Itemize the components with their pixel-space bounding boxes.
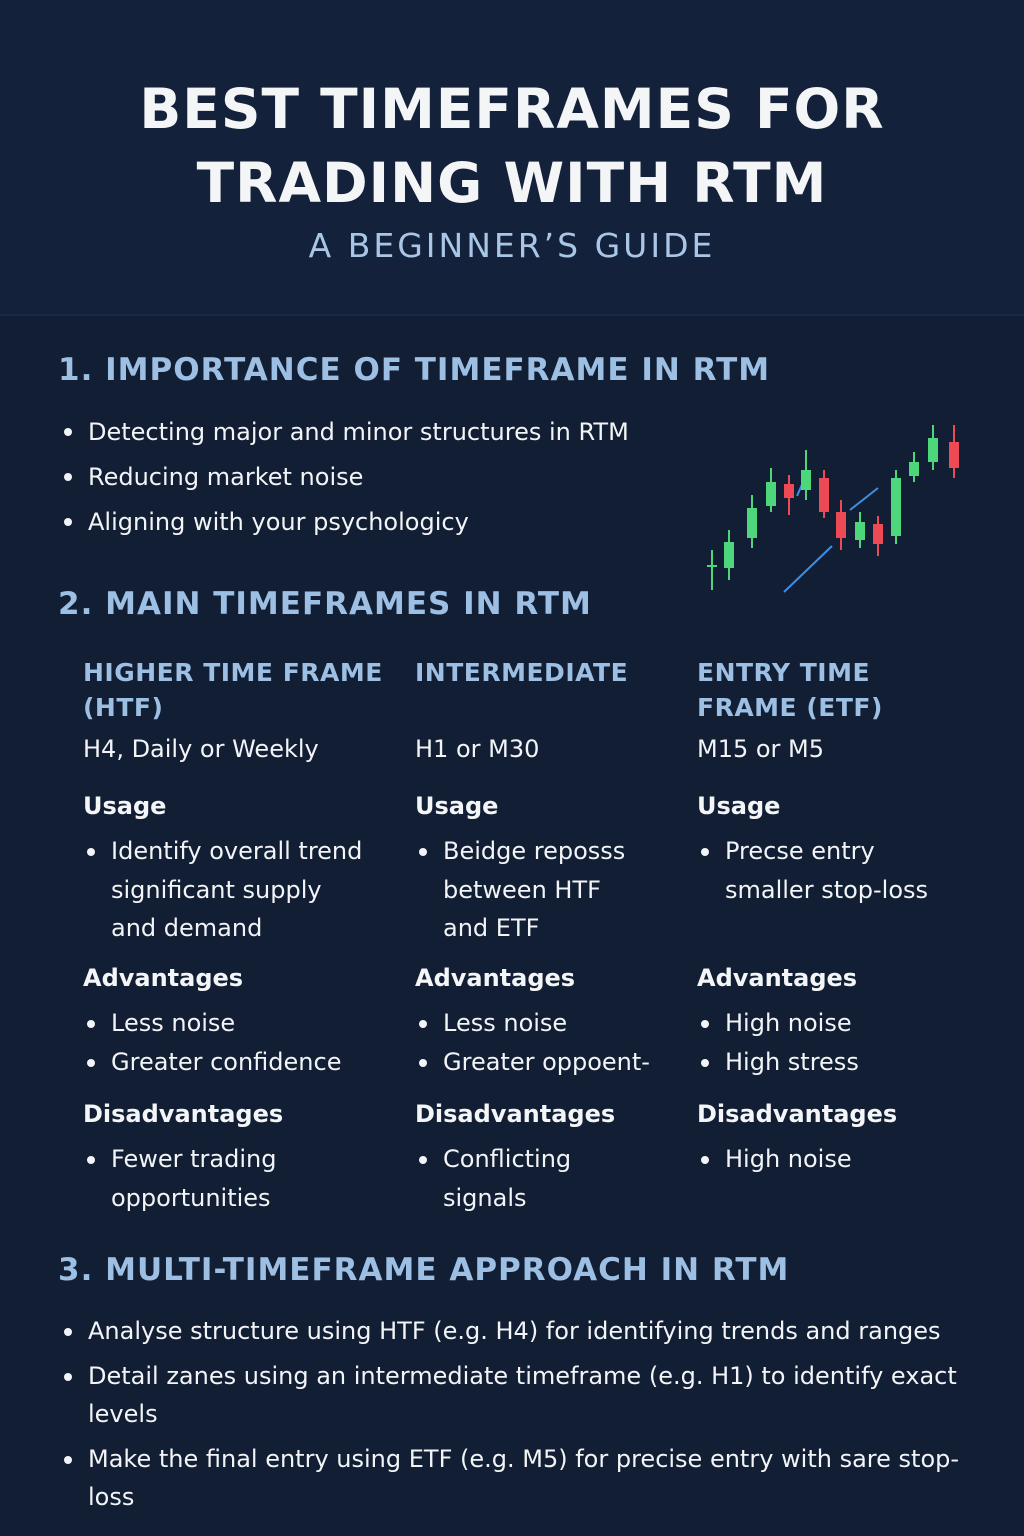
- candle-body: [747, 508, 757, 538]
- list-item-line: opportunities: [111, 1183, 271, 1212]
- usage-label: Usage: [415, 792, 499, 820]
- candle-body: [707, 565, 717, 567]
- advantages-label: Advantages: [697, 964, 858, 992]
- header: [0, 0, 1024, 316]
- trend-line: [850, 488, 878, 510]
- section-2-heading: 2. MAIN TIMEFRAMES IN RTM: [58, 586, 592, 622]
- title-line-1: BEST TIMEFRAMES FOR: [139, 77, 885, 141]
- column-etf-timeframes: M15 or M5: [697, 735, 825, 763]
- section-3-list: [60, 1312, 970, 1523]
- candle-body: [784, 484, 794, 498]
- usage-label: Usage: [83, 792, 167, 820]
- list-item: [697, 832, 977, 909]
- list-item: Make the final entry using ETF (e.g. M5) for precise entry with sare stop-loss: [60, 1440, 970, 1517]
- list-item: [83, 832, 383, 948]
- list-item-line: and demand: [111, 914, 263, 942]
- list-item: Aligning with your psychologicy: [60, 504, 629, 540]
- list-item-line: Beidge reposss: [443, 837, 626, 865]
- list-item: Greater confidence: [83, 1043, 383, 1082]
- column-intermediate-timeframes: H1 or M30: [415, 735, 540, 763]
- list-item: [415, 1140, 675, 1217]
- list-item-line: Conflicting: [443, 1145, 572, 1173]
- advantages-list: [83, 1004, 383, 1081]
- candle-body: [766, 482, 776, 506]
- column-title-line: ENTRY TIME: [697, 658, 871, 687]
- list-item: High noise: [697, 1140, 977, 1179]
- advantages-label: Advantages: [415, 964, 576, 992]
- usage-label: Usage: [697, 792, 781, 820]
- disadvantages-list: [415, 1140, 675, 1217]
- title-line-2: TRADING WITH RTM: [196, 151, 828, 215]
- disadvantages-label: Disadvantages: [415, 1100, 616, 1128]
- candle-body: [909, 462, 919, 476]
- page-subtitle: A BEGINNER’S GUIDE: [308, 226, 716, 265]
- list-item: [83, 1140, 383, 1217]
- column-intermediate-title: [415, 655, 628, 690]
- disadvantages-list: [83, 1140, 383, 1217]
- usage-list: [415, 832, 675, 948]
- disadvantages-label: Disadvantages: [697, 1100, 898, 1128]
- advantages-list: [415, 1004, 685, 1081]
- candle-body: [873, 524, 883, 544]
- candle-body: [801, 470, 811, 490]
- list-item: Detecting major and minor structures in RTM: [60, 414, 629, 450]
- trend-line: [784, 546, 832, 592]
- column-htf-timeframes: H4, Daily or Weekly: [83, 735, 319, 763]
- column-title-line: (HTF): [83, 693, 164, 722]
- page-title: [0, 72, 1024, 220]
- column-htf-title: [83, 655, 383, 725]
- candle-body: [819, 478, 829, 512]
- column-title-line: INTERMEDIATE: [415, 658, 629, 687]
- disadvantages-list: [697, 1140, 977, 1179]
- column-title-line: FRAME (ETF): [697, 693, 883, 722]
- list-item: Less noise: [415, 1004, 685, 1043]
- list-item: [415, 832, 675, 948]
- section-1-heading: 1. IMPORTANCE OF TIMEFRAME IN RTM: [58, 352, 771, 388]
- section-3-heading: 3. MULTI-TIMEFRAME APPROACH IN RTM: [58, 1252, 790, 1288]
- candle-body: [928, 438, 938, 462]
- list-item-line: smaller stop-loss: [725, 875, 929, 904]
- candle-body: [949, 442, 959, 468]
- candlestick-chart-icon: [700, 420, 970, 600]
- list-item: High noise: [697, 1004, 977, 1043]
- column-etf-title: [697, 655, 883, 725]
- list-item: Reducing market noise: [60, 459, 629, 495]
- candle-body: [891, 478, 901, 536]
- list-item-line: Fewer trading: [111, 1145, 277, 1173]
- list-item: Detail zanes using an intermediate timeframe (e.g. H1) to identify exact levels: [60, 1357, 970, 1434]
- list-item: Analyse structure using HTF (e.g. H4) for identifying trends and ranges: [60, 1312, 970, 1351]
- usage-list: [83, 832, 383, 948]
- advantages-list: [697, 1004, 977, 1081]
- section-1-list: [60, 414, 629, 549]
- column-title-line: HIGHER TIME FRAME: [83, 658, 383, 687]
- list-item-line: Precse entry: [725, 837, 875, 865]
- candles-group: [707, 425, 959, 592]
- disadvantages-label: Disadvantages: [83, 1100, 284, 1128]
- list-item-line: and ETF: [443, 914, 540, 942]
- list-item: High stress: [697, 1043, 977, 1082]
- list-item-line: significant supply: [111, 875, 322, 904]
- list-item-line: Identify overall trend: [111, 837, 363, 865]
- usage-list: [697, 832, 977, 909]
- list-item: Less noise: [83, 1004, 383, 1043]
- list-item: Greater oppoent-: [415, 1043, 685, 1082]
- list-item-line: signals: [443, 1183, 527, 1212]
- candle-body: [836, 512, 846, 538]
- list-item-line: between HTF: [443, 875, 601, 904]
- candle-body: [724, 542, 734, 568]
- advantages-label: Advantages: [83, 964, 244, 992]
- candle-body: [855, 522, 865, 540]
